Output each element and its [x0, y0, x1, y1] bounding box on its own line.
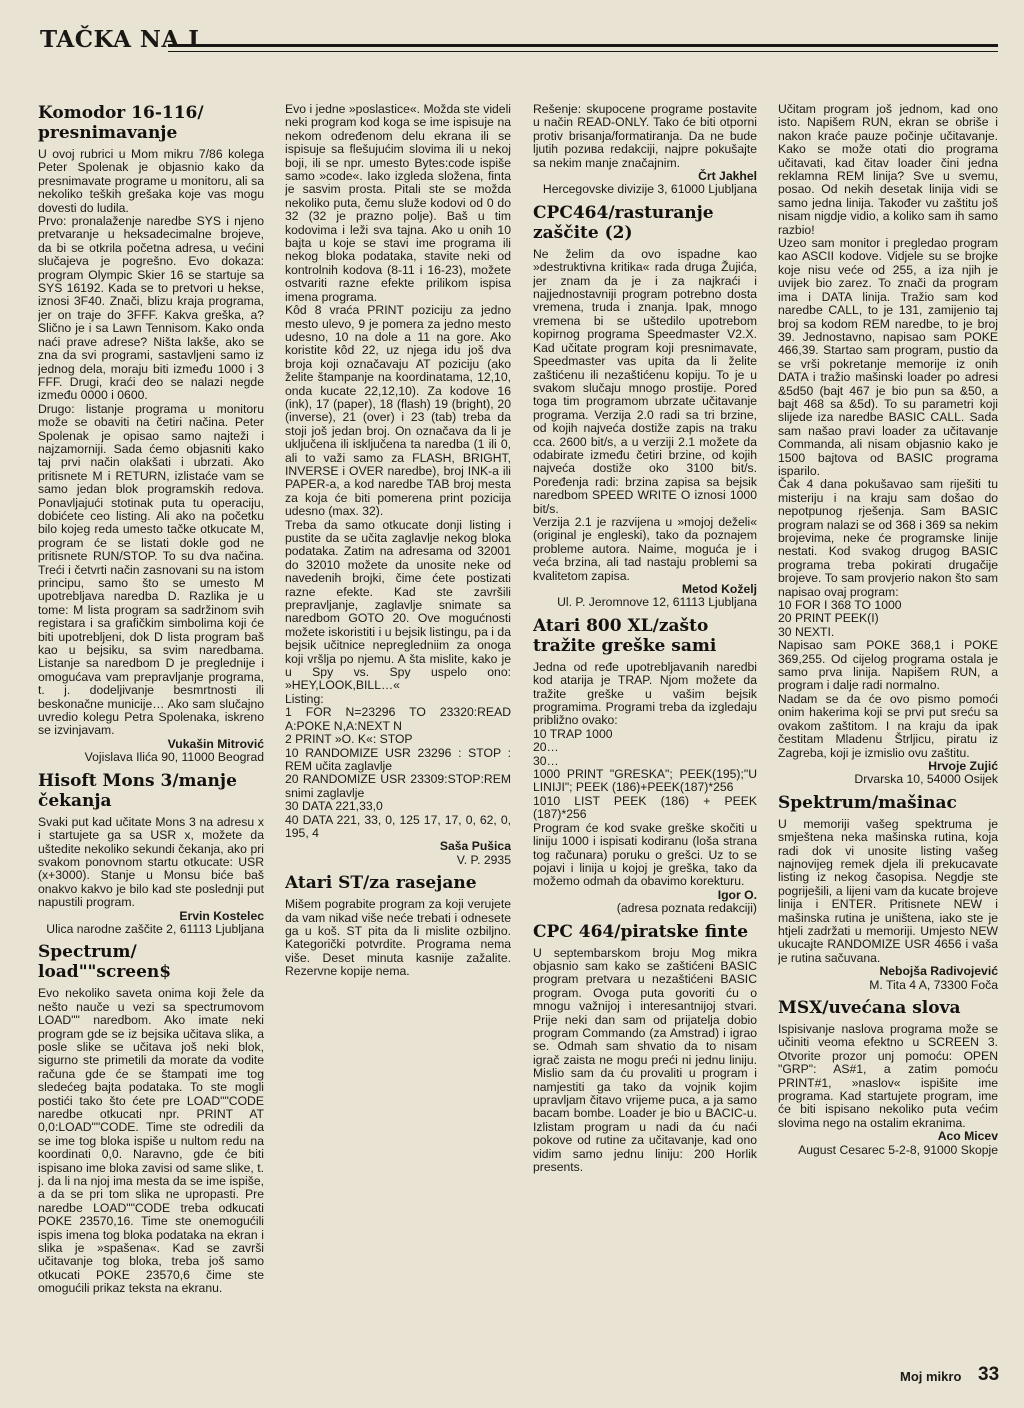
signature: Saša Pušica [439, 839, 511, 854]
article-title: CPC 464/piratske finte [533, 921, 749, 942]
signature: Nebojša Radivojević [879, 964, 998, 979]
signature: Metod Koželj [681, 582, 757, 596]
paragraph: Svaki put kad učitate Mons 3 na adresu x i startujete ga sa USR x, možete da uštedite nekoliko sekundi čekanja, ako pri svakom ponovnom startu otkucate: USR (x+3000). Stanje u Monsu biće baš onakvo kakvo je bilo kad ste poslednji put napustili program. [38, 814, 264, 910]
signature: Ervin Kostelec [179, 908, 264, 923]
address: Drvarska 10, 54000 Osijek [854, 772, 998, 787]
address: Ul. P. Jeromnove 12, 61113 Ljubljana [557, 595, 757, 610]
address: Vojislava Ilića 90, 11000 Beograd [84, 750, 264, 765]
listing-line: 20 RANDOMIZE USR 23309:STOP:REM snimi zaglavlje [285, 772, 511, 800]
page-footer [880, 1364, 1000, 1388]
article-msx [778, 998, 998, 1157]
listing-line: 2 PRINT »O. K«: STOP [285, 732, 413, 747]
listing-line: 10 FOR I 368 TO 1000 [778, 598, 902, 613]
paragraph: Ne želim da ovo ispadne kao »destruktivna kritika« rada druga Žujića, jer znam da je i za najkraći i najjednostavniji program potrebno dosta vremena, truda i znanja. Ipak, mnogo vremena bi se uštedilo upotrebom kopirnog programa Speedmaster V2.X. Kad učitate program koji presnimavate, Speedmaster vas upita da li želite zaštićenu ili nezaštićenu kopiju. To je u svakom slučaju mnogo prostije. Pored toga tim programom ubrzate učitavanje programa. Verzija 2.0 radi sa tri brzine, od kojih najveća dostiže zapis na traku cca. 2600 bit/s, a u verziji 2.1 možete da odabirate između četiri brzine, od kojih najveća dostiže oko 3100 bit/s. Poređenja radi: brzina zapisa sa bejsik naredbom SPEED WRITE O iznosi 1000 bit/s. [533, 246, 757, 516]
paragraph: Verzija 2.1 je razvijena u »mojoj deželi« (original je engleski), tako da poznajem probleme autora. Naime, moguća je i veća brzina, ali tad nastaju problemi sa kvalitetom zapisa. [533, 514, 757, 583]
address: Ulica narodne zaščite 2, 61113 Ljubljana [46, 921, 264, 936]
article-spectrum-load [38, 942, 264, 1295]
paragraph: Kôd 8 vraća PRINT poziciju za jedno mesto ulevo, 9 je pomera za jedno mesto udesno, 10 na dole a 11 na gore. Ako koristite kôd 22, uz njega idu još dva broja koji označavaju AT poziciju (ako želite štampanje na koordinatama, 12,10, onda kucate 22,12,10). Za kodove 16 (ink), 17 (paper), 18 (flash) 19 (bright), 20 (inverse), 21 (over) i 23 (tab) treba da stoji još jedan broj. On označava da li je uključena ili isključena ta naredba (1 ili 0, ali to važi samo za FLASH, BRIGHT, INVERSE i OVER naredbe), broj INK-a ili PAPER-a, a kod naredbe TAB broj mesta za koja će biti pomerena print pozicija udesno (max. 32). [285, 303, 511, 519]
column-4 [778, 103, 998, 1353]
signature: Igor O. [717, 887, 757, 902]
article-title: Komodor 16-116/ presnimavanje [38, 103, 204, 143]
signature: Aco Micev [937, 1129, 998, 1144]
article-title: Atari 800 XL/zašto tražite greške sami [533, 615, 717, 656]
paragraph: Program će kod svake greške skočiti u liniju 1000 i ispisati kodiranu (loša strana tog računara) poruku o grešci. Uz to se pojavi i linija u kojoj je greška, tako da možemo odmah da obavimo korekturu. [533, 820, 757, 889]
article-spektrum-masinac [778, 793, 998, 992]
page-number: 33 [978, 1364, 1000, 1385]
listing-line: 1010 LIST PEEK (186) + PEEK (187)*256 [533, 793, 757, 822]
address: V. P. 2935 [456, 852, 511, 867]
paragraph: Evo i jedne »poslastice«. Možda ste videli neki program kod koga se ime ispisuje na nekom određenom delu ekrana ili se ispisuje sa flešujućim slovima ili u nekoj boji, ili se npr. umesto Bytes:code ispiše samo »code«. Iako izgleda složena, finta je sasvim prosta. Pitali ste se možda nekoliko puta, čemu služe kodovi od 0 do 32 (32 je prazno polje). Baš u tim kodovima i leži sva tajna. Ako u onih 10 bajta u koje se stavi ime programa ili nekog bloka podataka, stavite neki od kontrolnih kodova (8-11 i 16-23), možete ostvariti razne efekte prilikom ispisa imena programa. [285, 103, 511, 304]
listing-label: Listing: [285, 691, 324, 706]
address: M. Tita 4 A, 73300 Foča [869, 977, 998, 992]
article-cpc-rasturanje [533, 203, 757, 610]
paragraph: Evo nekoliko saveta onima koji žele da nešto nauče u vezi sa spectrumovom LOAD"" naredbom. Ako imate neki program gde se iz bejsika učitava slika, a posle slike se učitava još neki blok, sigurno ste primetili da morate da vodite računa gde će se štampati ime tog sledećeg bajta podataka. To ste mogli postići tako što ćete pre LOAD""CODE naredbe otkucati npr. PRINT AT 0,0:LOAD""CODE. Time ste odredili da se ime tog bloka ispiše u nultom redu na koordinati 0,0. Naravno, gde će biti ispisano ime bloka zavisi od same slike, t. j. da li na njoj ima mesta da se ime ispiše, a da se pri tom slika ne upropasti. Pre naredbe LOAD""CODE treba odkucati POKE 23570,16. Time ste onemogućili ispis imena tog bloka podataka na ekran i slika je »spašena«. Kad se završi učitavanje tog bloka, treba još samo otkucati POKE 23570,6 čime ste omogućili prikaz teksta na ekranu. [38, 986, 264, 1296]
article-atari-st [285, 873, 511, 978]
listing-line: 30… [533, 753, 559, 768]
paragraph: Drugo: listanje programa u monitoru može se obaviti na četiri načina. Peter Spolenak je opisao samo najteži i najzamorniji. Sada ćemo objasniti kako taj prvi način olakšati i ubrzati. Ako pritisnete M i RETURN, izlistaće vam se samo jedan blok programskih redova. Ponavljajući stotinak puta tu operaciju, dobićete ceo listing. Ali ako na početku bilo kojeg reda umesto tačke otkucate M, program će se listati dokle god ne pritisnete RUN/STOP. To su dva načina. Treći i četvrti način zasnovani su na istom principu, samo što se umesto M upotrebljava naredba D. Razlika je u tome: M lista program sa sadržinom svih registara i sa grafičkim simbolima koji će biti upotrebljeni, dok D lista program baš kao u bejsiku, sa svim naredbama. Listanje sa naredbom D je preglednije i omogućava vam prepravljanje programa, t. j. dodeljivanje besmrtnosti ili beskonačne municije… Ako sam slučajno uvredio kolegu Petra Spolenaka, iskreno se izvinjavam. [38, 401, 264, 738]
address: (adresa poznata redakciji) [616, 901, 757, 916]
address: August Cesarec 5-2-8, 91000 Skopje [798, 1142, 998, 1157]
paragraph: U memoriji vašeg spektruma je smještena neka mašinska rutina, koja radi dok vi unosite listing vašeg najnovijeg remek djela ili prekucavate listing iz nekog časopisa. Negdje ste pogriješili, a lijeni vam da kucate brojeve linija i ENTER. Pritisnete NEW i mašinska rutina je uništena, iako ste je htjeli zadržati u memoriji. Umjesto NEW ukucajte RANDOMIZE USR 4656 i vaša je rutina sačuvana. [778, 816, 998, 965]
article-hisoft [38, 771, 264, 937]
paragraph: Mišem pograbite program za koji verujete da vam nikad više neće trebati i odnesete ga u koš. ST pita da li mislite ozbiljno. Kategorički potvrdite. Programa nema više. Deset minuta kasnije zažalite. Rezervne kopije nema. [285, 897, 511, 979]
paragraph: Učitam program još jednom, kad ono isto. Napišem RUN, ekran se obriše i nakon kraće pauze počinje učitavanje. Kako se može otati dio programa učitavati, kad čitav loader čini jedna reklamna REM linija? Sve u svemu, posao. Od nekih desetak linija vidi se samo jedna linija. Također vu zaštitu još nisam nigdje vidio, a koliko sam ih samo razbio! [778, 103, 998, 237]
paragraph: Nadam se da će ovo pismo pomoći onim hakerima koji se prvi put sreću sa ovakom zaštitom. I na kraju da ipak čestitam Mladenu Štrljicu, piratu iz Zagreba, koji je izmislio ovu zaštitu. [778, 691, 998, 760]
listing-line: 10 TRAP 1000 [533, 726, 613, 741]
section-title: TAČKA NA I [40, 26, 200, 53]
article-resenje [533, 103, 757, 197]
address: Hercegovske divizije 3, 61000 Ljubljana [542, 182, 757, 197]
signature: Črt Jakhel [698, 169, 757, 184]
listing-line: 1 FOR N=23296 TO 23320:READ A:POKE N,A:NEXT N [285, 705, 511, 733]
signature: Hrvoje Zujić [928, 758, 998, 773]
article-cpc-piratske-cont [778, 103, 998, 787]
paragraph: U septembarskom broju Mog mikra objasnio sam kako se zaštićeni BASIC program pretvara u nezaštićeni BASIC program. Ovoga puta govoriti ću o mnogu važnijoj i interesantnijoj stvari. Prije neki dan sam od prijatelja dobio program Commando (za Amstrad) i igrao se. Odmah sam shvatio da to nisam igrač zaista ne mogu preći ni jednu liniju. Mislio sam da ću provaliti u program i namjestiti ga tako da vojnik kojim upravljam čitavo vrijeme puca, a ja samo bacam bombe. Loader je bio u BACIC-u. Izlistam program u nadi da ću naći pokove od rutine za učitavanje, kad ono vidim samo jednu liniju: 200 Horlik presents. [533, 945, 757, 1175]
article-title: Hisoft Mons 3/manje čekanja [38, 770, 237, 811]
header-rule-thin [168, 51, 998, 52]
paragraph: Uzeo sam monitor i pregledao program kao ASCII kodove. Vidjele su se brojke koje nisu veće od 255, a iza njih je uvijek bio zarez. To znači da program ima i DATA linija. Tražio sam kod naredbe CALL, to je 131, zamijenio taj broj sa kodom REM naredbe, to je broj 39. Jednostavno, napisao sam POKE 466,39. Startao sam program, pustio da se vrši pokretanje memorije iz onih DATA i tražio mašinski loader po adresi &5d50 (bajt 467 je bio pun sa &50, a bajt 468 sa &5d). To su parametri koji slijede iza naredbe BASIC CALL. Sada sam našao pravi loader za učitavanje Commanda, ali nisam objasnio kako je 1500 bajtova od BASIC programa isparilo. [778, 236, 998, 478]
article-spectrum-load-cont [285, 103, 511, 867]
paragraph: Treba da samo otkucate donji listing i pustite da se učita zaglavlje nekog bloka podataka. Zatim na adresama od 32001 do 32010 možete da unosite neke od navedenih brojki, čime ćete postizati razne efekte. Kad ste završili prepravljanje, zaglavlje snimate sa naredbom GOTO 20. Ove mogućnosti možete iskoristiti i u bejsik listingu, pa i da bejsik učitnice nepregledniim za onoga koji vršlja po njemu. A šta mislite, kako je u Spy vs. Spy uspelo ono: »HEY,LOOK,BILL…« [285, 517, 511, 693]
paragraph: U ovoj rubrici u Mom mikru 7/86 kolega Peter Spolenak je objasnio kako da presnimavate programe u monitoru, ali sa nekoliko teških grešaka koje vas mogu dovesti do ludila. [38, 147, 264, 215]
article-atari-800 [533, 616, 757, 916]
article-title: Atari ST/za rasejane [285, 873, 477, 894]
article-title: CPC464/rasturanje zaščite (2) [533, 202, 714, 243]
paragraph: Prvo: pronalaženje naredbe SYS i njeno pretvaranje u heksadecimalne brojeve, da bi se otkrila početna adresa, u većini slučajeva je pogrešno. Evo dokaza: program Olympic Skier 16 se startuje sa SYS 16192. Kada se to pretvori u hekse, iznosi 3F40. Znači, blizu kraja programa, jer on traje do 3FFF. Kakva greška, a? Slično je i sa Lawn Tennisom. Kako onda naći prave adrese? Ništa lakše, ako se zna da svi programi, sastavljeni samo iz jednog dela, moraju biti između 1000 i 3 FFF. Drugi, kraći deo se nalazi negde između 0000 i 0600. [38, 214, 264, 403]
listing-line: 20 PRINT PEEK(I) [778, 611, 879, 626]
paragraph: Rešenje: skupocene programe postavite u način READ-ONLY. Tako će biti otporni protiv brisanja/formatiranja. Da ne bude ljutih pozива redakciji, najpre pokušajte sa nekim manje značajnim. [533, 103, 757, 170]
paragraph: Jedna od ređe upotrebljavanih naredbi kod atarija je TRAP. Njom možete da tražite greške u vašim bejsik programima. Programi treba da izgledaju približno ovako: [533, 659, 757, 728]
paragraph: Čak 4 dana pokušavao sam riješiti tu misteriju i na kraju sam došao do nepotpunog rješenja. Sam BASIC program nalazi se od 368 i 369 sa nekim brojevima, neke će programske linije nestati. Kod svakog drugog BASIC programa treba pokirati drugačije brojeve. To sam provjerio nakon što sam napisao ovaj program: [778, 477, 998, 599]
signature: Vukašin Mitrović [167, 736, 264, 751]
paragraph: Napisao sam POKE 368,1 i POKE 369,255. Od cijelog programa ostala je samo prva linija. Napišem RUN, a program i dalje radi normalno. [778, 638, 998, 693]
listing-line: 30 DATA 221,33,0 [285, 799, 383, 814]
paragraph: Ispisivanje naslova programa može se učiniti veoma efektno u SCREEN 3. Otvorite prozor unj pomoću: OPEN "GRP": AS#1, a zatim pomoću PRINT#1, »naslov« ispišite ime programa. Kad startujete program, ime će biti ispisano nekoliko puta većim slovima nego na ostalim ekranima. [778, 1022, 998, 1130]
listing-line: 20… [533, 740, 559, 755]
article-title: MSX/uvećana slova [778, 998, 961, 1018]
listing-line: 1000 PRINT "GRESKA"; PEEK(195);"U LINIJI"; PEEK (186)+PEEK(187)*256 [533, 767, 757, 795]
article-komodor [38, 103, 264, 765]
article-title: Spektrum/mašinac [778, 792, 957, 813]
column-3 [533, 103, 757, 1353]
article-title: Spectrum/ load""screen$ [38, 942, 172, 983]
column-2 [285, 103, 511, 1353]
header-rule [168, 44, 998, 47]
column-1 [38, 103, 264, 1353]
magazine-name: Moj mikro [900, 1369, 962, 1384]
listing-line: 40 DATA 221, 33, 0, 125 17, 17, 0, 62, 0, 195, 4 [285, 812, 511, 840]
section-header [40, 20, 998, 60]
article-cpc-piratske [533, 922, 757, 1175]
listing-line: 30 NEXTI. [778, 624, 835, 639]
listing-line: 10 RANDOMIZE USR 23296 : STOP : REM učita zaglavlje [285, 745, 511, 773]
